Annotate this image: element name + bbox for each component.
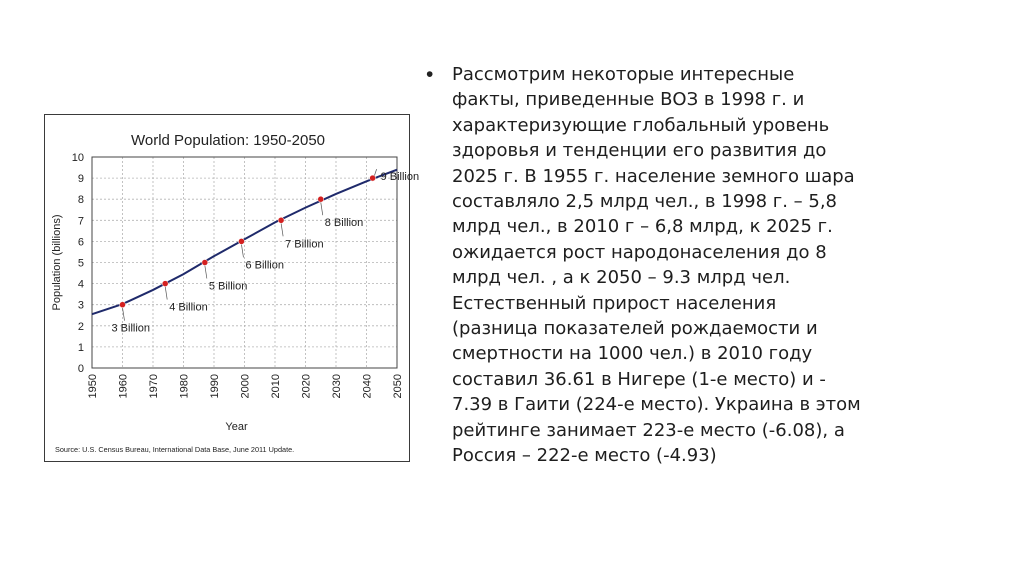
milestone-marker — [318, 196, 324, 202]
x-tick-label: 1980 — [178, 374, 191, 399]
bullet-point: • — [426, 63, 434, 86]
x-tick-label: 2000 — [239, 374, 252, 399]
milestone-leader — [241, 244, 243, 257]
milestone-leader — [205, 266, 207, 279]
milestone-leader — [321, 202, 323, 215]
body-text-line: составил 36.61 в Нигере (1-е место) и - — [452, 368, 826, 390]
milestone-leader — [165, 287, 167, 300]
body-text-line: 2025 г. В 1955 г. население земного шара — [452, 165, 855, 187]
milestone-leader — [281, 223, 283, 236]
x-tick-label: 1950 — [87, 374, 99, 399]
body-text-line: составляло 2,5 млрд чел., в 1998 г. – 5,8 — [452, 191, 838, 213]
milestone-label: 6 Billion — [245, 259, 284, 272]
milestone-marker — [162, 281, 168, 287]
milestone-label: 5 Billion — [208, 280, 248, 293]
milestone-label: 9 Billion — [380, 171, 420, 184]
body-text-line: млрд чел., в 2010 г – 6,8 млрд, к 2025 г. — [452, 216, 833, 238]
y-tick-label: 7 — [77, 215, 84, 228]
body-text-line: млрд чел. , а к 2050 – 9.3 млрд чел. — [452, 267, 791, 289]
milestone-label: 8 Billion — [324, 217, 364, 230]
x-axis-label: Year — [225, 421, 248, 433]
body-text-line: Рассмотрим некоторые интересные — [452, 64, 795, 85]
x-tick-label: 2010 — [270, 374, 282, 399]
x-tick-label: 1990 — [209, 374, 221, 399]
y-tick-label: 1 — [77, 341, 84, 354]
milestone-label: 4 Billion — [169, 301, 208, 314]
y-axis-label: Population (billions) — [51, 214, 63, 311]
body-text-line: факты, приведенные ВОЗ в 1998 г. и — [452, 89, 805, 111]
body-text-line: рейтинге занимает 223-е место (-6.08), а — [452, 419, 845, 441]
y-tick-label: 10 — [71, 152, 84, 164]
body-text-line: ожидается рост народонаселения до 8 — [452, 241, 827, 263]
y-tick-label: 2 — [77, 320, 84, 333]
body-text-line: Россия – 222-е место (-4.93) — [452, 445, 717, 467]
chart-svg — [45, 115, 420, 463]
x-tick-label: 2050 — [392, 374, 404, 399]
body-text-line: здоровья и тенденции его развития до — [452, 140, 827, 162]
body-text-line: 7.39 в Гаити (224-е место). Украина в этом — [452, 394, 861, 416]
body-text — [452, 62, 952, 469]
y-tick-label: 9 — [77, 173, 84, 186]
milestone-marker — [278, 217, 284, 223]
y-tick-label: 0 — [77, 363, 84, 375]
x-tick-label: 2030 — [331, 374, 343, 399]
x-tick-label: 1970 — [148, 374, 160, 399]
body-text-line: (разница показателей рождаемости и — [452, 318, 818, 340]
x-tick-label: 2040 — [361, 374, 374, 399]
milestone-label: 3 Billion — [111, 322, 151, 335]
body-text-line: Естественный прирост населения — [452, 292, 777, 314]
y-tick-label: 3 — [77, 299, 84, 312]
body-text-line: характеризующие глобальный уровень — [452, 114, 830, 136]
x-tick-label: 1960 — [117, 374, 130, 399]
milestone-label: 7 Billion — [285, 238, 324, 251]
milestone-marker — [202, 260, 208, 266]
y-tick-label: 8 — [77, 194, 84, 207]
chart-title: World Population: 1950-2050 — [130, 132, 326, 149]
y-tick-label: 4 — [77, 278, 84, 291]
chart-source-note: Source: U.S. Census Bureau, International Data Base, June 2011 Update. — [55, 445, 295, 454]
body-text-line: смертности на 1000 чел.) в 2010 году — [452, 343, 813, 365]
x-tick-label: 2020 — [300, 374, 313, 399]
y-tick-label: 6 — [77, 236, 84, 249]
y-tick-label: 5 — [77, 257, 84, 270]
milestone-marker — [370, 175, 376, 181]
milestone-marker — [238, 238, 244, 244]
population-chart — [44, 114, 420, 462]
milestone-marker — [120, 302, 126, 308]
